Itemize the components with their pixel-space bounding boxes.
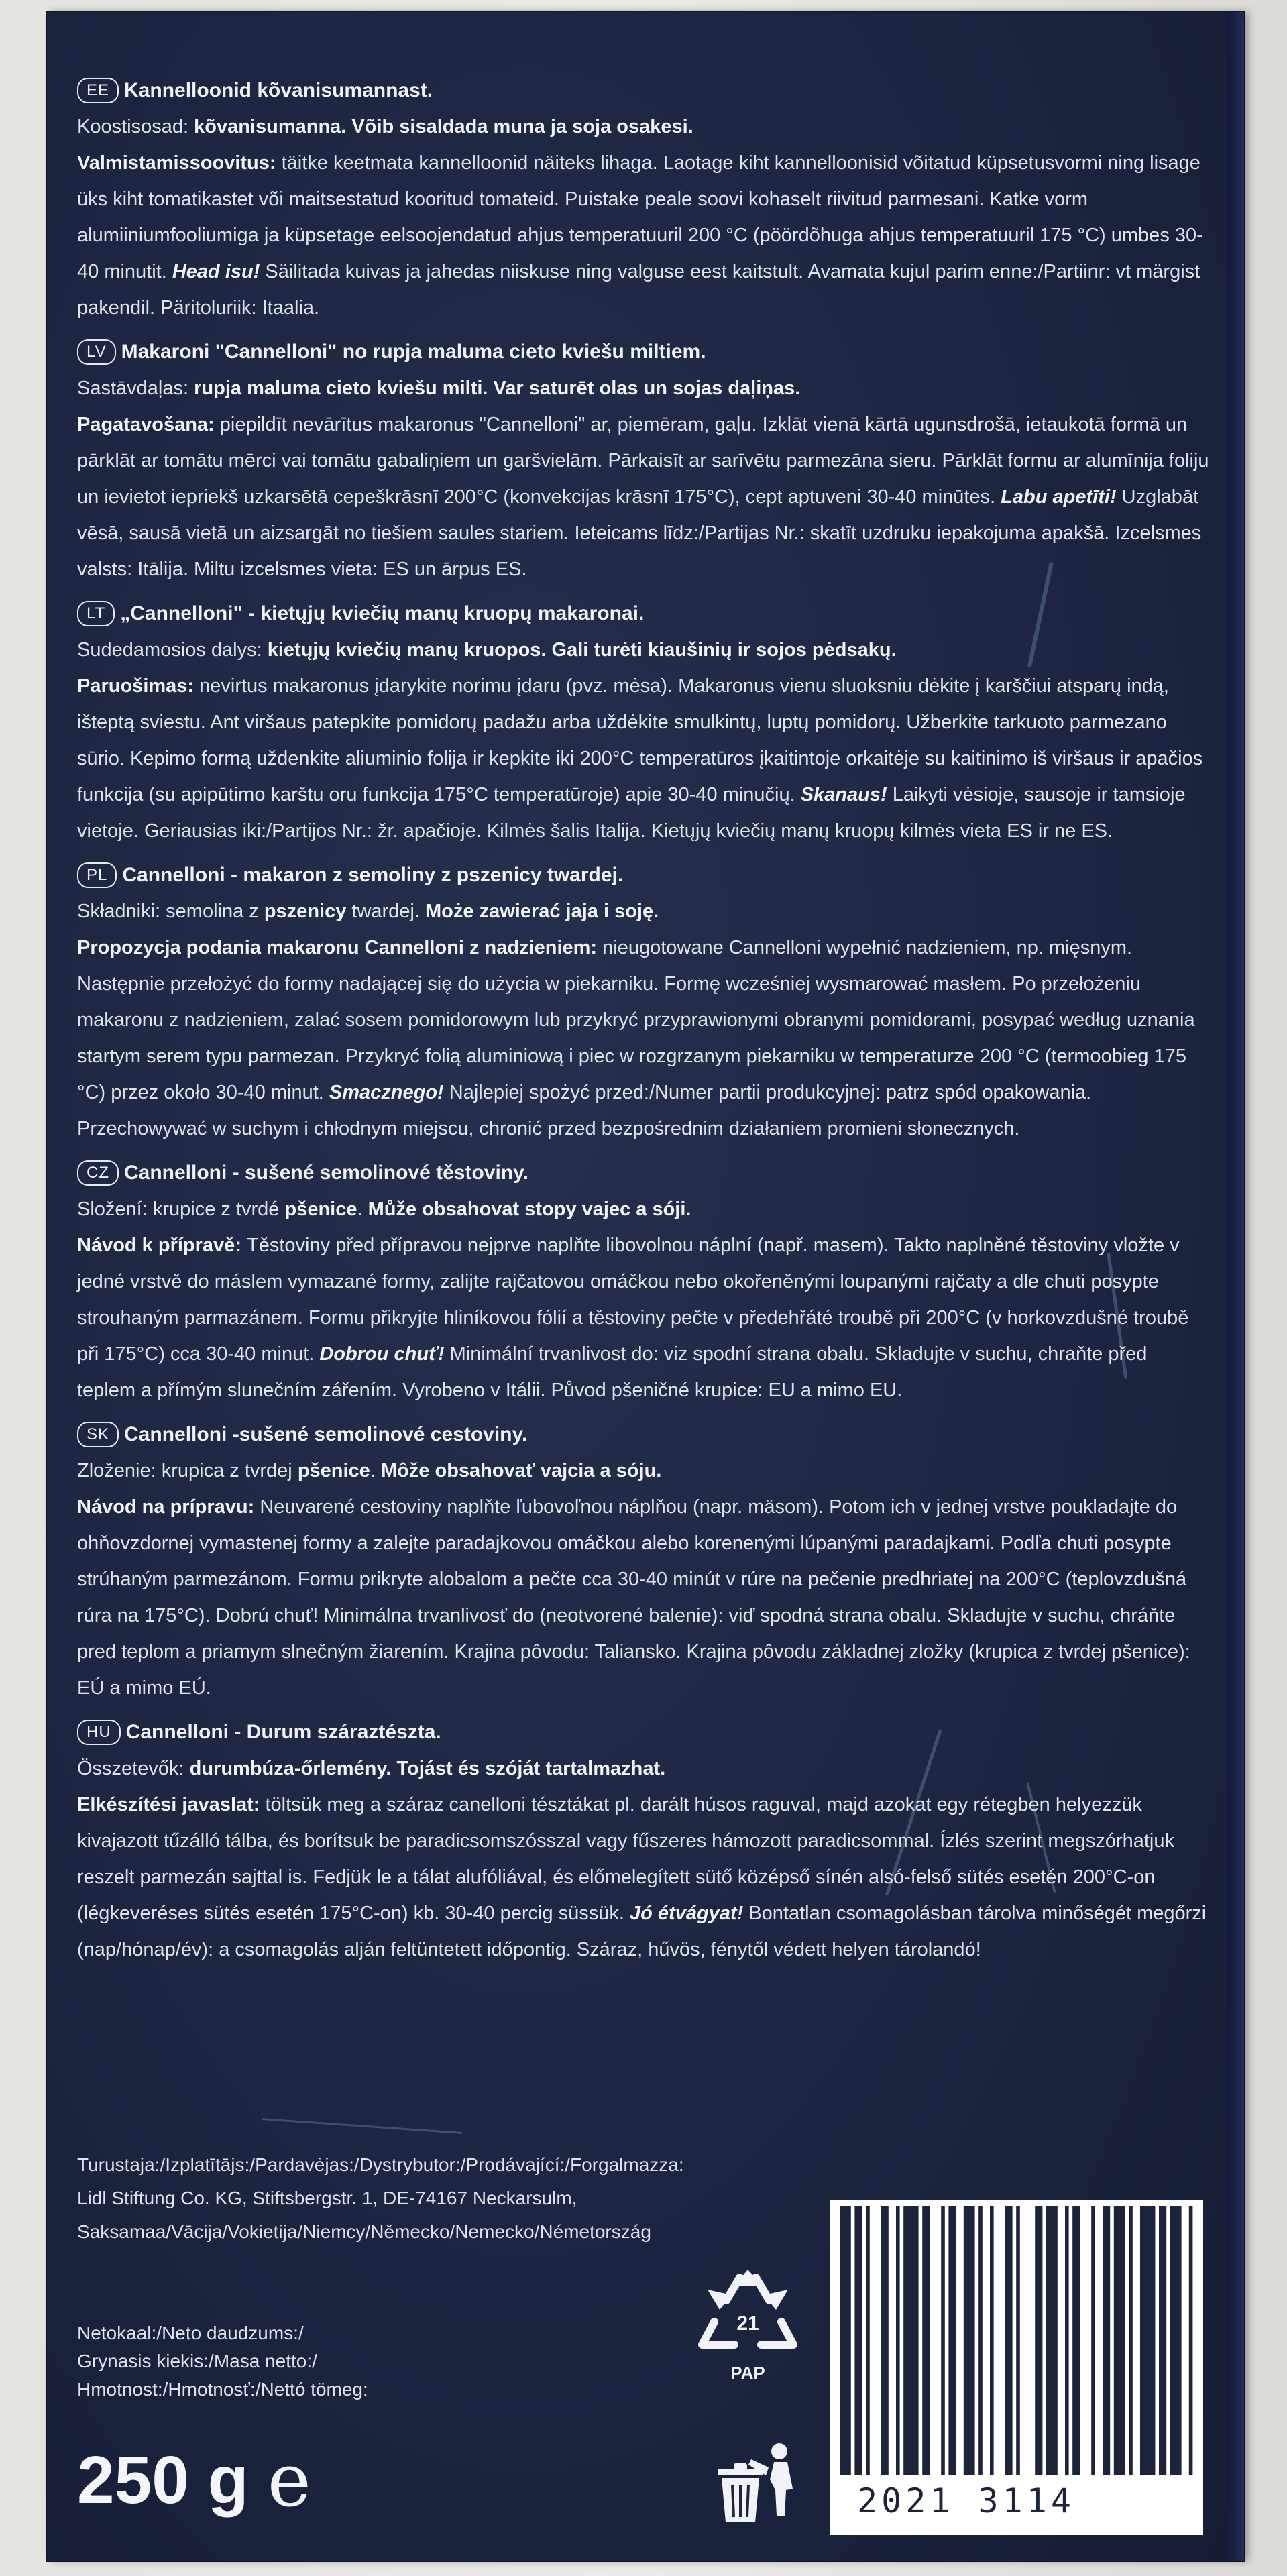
barcode-bar	[922, 2206, 930, 2475]
ingredients: Sastāvdaļas: rupja maluma cieto kviešu milti. Var saturēt olas un sojas daļiņas.	[77, 378, 801, 399]
language-code: LT	[77, 601, 115, 626]
product-name: Cannelloni - makaron z semoliny z pszenicy twardej.	[122, 864, 624, 886]
net-quantity-labels	[77, 2319, 368, 2404]
net-label-line: Hmotnost:/Hmotnosť:/Nettó tömeg:	[77, 2379, 368, 2400]
scratch-mark	[262, 2118, 462, 2134]
product-name: „Cannelloni" - kietųjų kviečių manų kruopų makaronai.	[120, 602, 645, 624]
preparation: Valmistamissoovitus: täitke keetmata kannelloonid näiteks lihaga. Laotage kiht kannelloonisid võitatud küpsetusvormi ning lisage üks kiht tomatikastet või maitsestatud kooritud tomateid. Puistake peale soovi kohaselt riivitud parmesani. Katke vorm alumiiniumfooliumiga ja küpsetage eelsoojendatud ahjus temperatuuril 200 °C (pöördõhuga ahjus temperatuuril 175 °C) umbes 30-40 minutit. Head isu! Säilitada kuivas ja jahedas niiskuse ning valguse eest kaitstult. Avamata kujul parim enne:/Partiinr: vt märgist pakendil. Päritoluriik: Itaalia.	[77, 152, 1203, 319]
ingredients: Složení: krupice z tvrdé pšenice. Může obsahovat stopy vajec a sóji.	[77, 1198, 691, 1220]
estimated-sign-icon: e	[267, 2437, 311, 2523]
pasta-box-back	[47, 12, 1244, 2561]
barcode-bar	[881, 2206, 889, 2475]
net-label-line: Grynasis kiekis:/Masa netto:/	[77, 2351, 317, 2371]
barcode-bar	[1103, 2206, 1110, 2475]
product-name: Kannelloonid kõvanisumannast.	[124, 79, 433, 101]
recycle-triangle-icon	[687, 2265, 808, 2366]
section-sk	[77, 1416, 1211, 1706]
barcode-bar	[1046, 2206, 1058, 2475]
barcode-bar	[1159, 2206, 1166, 2475]
ingredients: Koostisosad: kõvanisumanna. Võib sisaldada muna ja soja osakesi.	[77, 116, 693, 137]
weight-value: 250 g	[77, 2443, 249, 2518]
ingredients: Zloženie: krupica z tvrdej pšenice. Môže obsahovať vajcia a sóju.	[77, 1460, 662, 1481]
producer-label: Turustaja:/Izplatītājs:/Pardavėjas:/Dystrybutor:/Prodávající:/Forgalmazza:	[77, 2154, 684, 2175]
section-lt	[77, 596, 1211, 849]
language-code: EE	[77, 78, 119, 103]
section-heading	[77, 1155, 1211, 1191]
barcode-bar	[948, 2206, 956, 2475]
producer-country: Saksamaa/Vācija/Vokietija/Niemcy/Německo/Nemecko/Németország	[77, 2221, 651, 2242]
barcode-bar	[941, 2206, 945, 2475]
recycling-symbol	[687, 2265, 808, 2413]
barcode-bar	[1114, 2206, 1125, 2475]
barcode-bar	[1091, 2206, 1095, 2475]
barcode-bar	[896, 2206, 900, 2475]
recycle-code: PAP	[730, 2363, 765, 2383]
product-name: Makaroni "Cannelloni" no rupja maluma cieto kviešu miltiem.	[121, 341, 706, 363]
ingredients: Sudedamosios dalys: kietųjų kviečių manų kruopos. Gali turėti kiaušinių ir sojos pėdsakų.	[77, 639, 897, 661]
preparation: Návod k přípravě: Těstoviny před přípravou nejprve naplňte libovolnou náplní (např. masem). Takto naplněné těstoviny vložte v jedné vrstvě do máslem vymazané formy, zalijte rajčatovou omáčkou nebo okořeněnými loupanými rajčaty a dle chuti posypte strouhaným parmazánem. Formu přikryjte hliníkovou fólií a těstoviny pečte v předehřáté troubě při 200°C (v horkovzdušné troubě při 175°C) cca 30-40 minut. Dobrou chuť! Minimální trvanlivost do: viz spodní strana obalu. Skladujte v suchu, chraňte před teplem a přímým slunečním zářením. Vyrobeno v Itálii. Původ pšeničné krupice: EU a mimo EU.	[77, 1235, 1189, 1401]
barcode-bar	[866, 2206, 870, 2475]
barcode-bar	[1129, 2206, 1133, 2475]
section-ee	[77, 72, 1211, 326]
barcode-bar	[840, 2206, 851, 2475]
preparation: Paruošimas: nevirtus makaronus įdarykite norimu įdaru (pvz. mėsa). Makaronus vienu sluoksniu dėkite į karščiui atsparų indą, išteptą sviestu. Ant viršaus patepkite pomidorų padažu arba uždėkite smulkintų, luptų pomidorų. Užberkite tarkuoto parmezano sūrio. Kepimo formą uždenkite aliuminio folija ir kepkite iki 200°C temperatūros įkaitintoje orkaitėje su kaitinimo iš viršaus ir apačios funkcija (su apipūtimo karštu oru funkcija 175°C temperatūroje) apie 30-40 minučių. Skanaus! Laikyti vėsioje, sausoje ir tamsioje vietoje. Geriausias iki:/Partijos Nr.: žr. apačioje. Kilmės šalis Italija. Kietųjų kviečių manų kruopų kilmės vieta ES ir ne ES.	[77, 675, 1203, 842]
product-name: Cannelloni - sušené semolinové těstoviny.	[124, 1162, 528, 1184]
preparation: Pagatavošana: piepildīt nevārītus makaronus "Cannelloni" ar, piemēram, gaļu. Izklāt vienā kārtā ugunsdrošā, ietaukotā formā un pārklāt ar tomātu mērci vai tomātu gabaliņiem un garšvielām. Pārkaisīt ar sarīvētu parmezāna sieru. Pārklāt formu ar alumīnija foliju un ievietot iepriekš uzkarsētā cepeškrāsnī 200°C (konvekcijas krāsnī 175°C), cept aptuveni 30-40 minūtes. Labu apetīti! Uzglabāt vēsā, sausā vietā un aizsargāt no tiešiem saules stariem. Ieteicams līdz:/Partijas Nr.: skatīt uzdruku iepakojuma apakšā. Izcelsmes valsts: Itālija. Miltu izcelsmes vieta: ES un ārpus ES.	[77, 414, 1209, 580]
barcode	[830, 2200, 1203, 2535]
section-hu	[77, 1714, 1211, 1968]
net-label-line: Netokaal:/Neto daudzums:/	[77, 2322, 304, 2343]
barcode-bar	[854, 2206, 862, 2475]
barcode-bar	[1005, 2206, 1012, 2475]
barcode-bar	[1072, 2206, 1080, 2475]
producer-address: Lidl Stiftung Co. KG, Stiftsbergstr. 1, DE-74167 Neckarsulm,	[77, 2188, 577, 2208]
barcode-bar	[978, 2206, 983, 2475]
barcode-number: 2021 3114	[857, 2481, 1075, 2520]
barcode-bar	[964, 2206, 975, 2475]
barcode-bar	[1140, 2206, 1155, 2475]
section-heading	[77, 1416, 1211, 1453]
language-code: PL	[77, 862, 117, 888]
barcode-bar	[1170, 2206, 1182, 2475]
barcode-bar	[990, 2206, 994, 2475]
barcode-bar	[903, 2206, 918, 2475]
section-heading	[77, 1714, 1211, 1750]
preparation: Návod na prípravu: Neuvarené cestoviny naplňte ľubovoľnou náplňou (napr. mäsom). Potom ich v jednej vrstve poukladajte do ohňovzdornej vymastenej formy a zalejte paradajkovou omáčkou alebo korenenými lúpanými paradajkami. Podľa chuti posypte strúhaným parmezánom. Formu prikryte alobalom a pečte cca 30-40 minút v rúre na pečenie predhriatej na 200°C (teplovzdušná rúra na 175°C). Dobrú chuť! Minimálna trvanlivosť do (neotvorené balenie): viď spodná strana obalu. Skladujte v suchu, chráňte pred teplom a priamym slnečným žiarením. Krajina pôvodu: Taliansko. Krajina pôvodu základnej zložky (krupica z tvrdej pšenice): EÚ a mimo EÚ.	[77, 1496, 1190, 1699]
ingredients: Összetevők: durumbúza-őrlemény. Tojást és szóját tartalmazhat.	[77, 1758, 666, 1779]
section-pl	[77, 857, 1211, 1147]
producer-info	[77, 2148, 815, 2249]
barcode-bar	[1189, 2206, 1193, 2475]
product-name: Cannelloni -sušené semolinové cestoviny.	[124, 1423, 528, 1445]
barcode-bar	[1035, 2206, 1042, 2475]
section-cz	[77, 1155, 1211, 1408]
section-heading	[77, 334, 1211, 370]
language-code: SK	[77, 1422, 119, 1447]
label-text	[77, 72, 1211, 1976]
section-heading	[77, 596, 1211, 632]
box-edge	[1227, 12, 1244, 2561]
preparation: Propozycja podania makaronu Cannelloni z nadzieniem: nieugotowane Cannelloni wypełnić nadzieniem, np. mięsnym. Następnie przełożyć do formy nadającej się do użycia w piekarniku. Formę wcześniej wysmarować masłem. Po przełożeniu makaronu z nadzieniem, zalać sosem pomidorowym lub przykryć przyprawionymi obranymi pomidorami, posypać według uznania startym serem typu parmezan. Przykryć folią aluminiową i piec w rozgrzanym piekarniku w temperaturze 200 °C (termoobieg 175 °C) przez około 30-40 minut. Smacznego! Najlepiej spożyć przed:/Numer partii produkcyjnej: patrz spód opakowania. Przechowywać w suchym i chłodnym miejscu, chronić przed bezpośrednim działaniem promieni słonecznych.	[77, 937, 1195, 1139]
preparation: Elkészítési javaslat: töltsük meg a száraz canelloni tésztákat pl. darált húsos raguval, majd azokat egy rétegben helyezzük kivajazott tűzálló tálba, és borítsuk be paradicsomszósszal vagy fűszeres hámozott paradicsommal. Ízlés szerint megszórhatjuk reszelt parmezán sajttal is. Fedjük le a tálat alufóliával, és előmelegített sütő középső sínén alsó-felső sütés esetén 200°C-on (légkeveréses sütés esetén 175°C-on) kb. 30-40 percig süssük. Jó étvágyat! Bontatlan csomagolásban tárolva minőségét megőrzi (nap/hónap/év): a csomagolás alján feltüntetett időpontig. Száraz, hűvös, fénytől védett helyen tárolandó!	[77, 1794, 1207, 1960]
language-code: LV	[77, 339, 116, 365]
language-code: CZ	[77, 1160, 119, 1186]
trash-bin-icon	[704, 2437, 805, 2530]
section-heading	[77, 857, 1211, 893]
language-code: HU	[77, 1720, 121, 1745]
ingredients: Składniki: semolina z pszenicy twardej. Może zawierać jaja i soję.	[77, 901, 659, 922]
product-name: Cannelloni - Durum száraztészta.	[125, 1721, 441, 1743]
barcode-bar	[1016, 2206, 1020, 2475]
barcode-bars-icon	[837, 2206, 1196, 2475]
net-weight	[77, 2437, 311, 2523]
section-heading	[77, 72, 1211, 109]
section-lv	[77, 334, 1211, 587]
barcode-bar	[1065, 2206, 1069, 2475]
recycle-number: 21	[736, 2312, 759, 2335]
